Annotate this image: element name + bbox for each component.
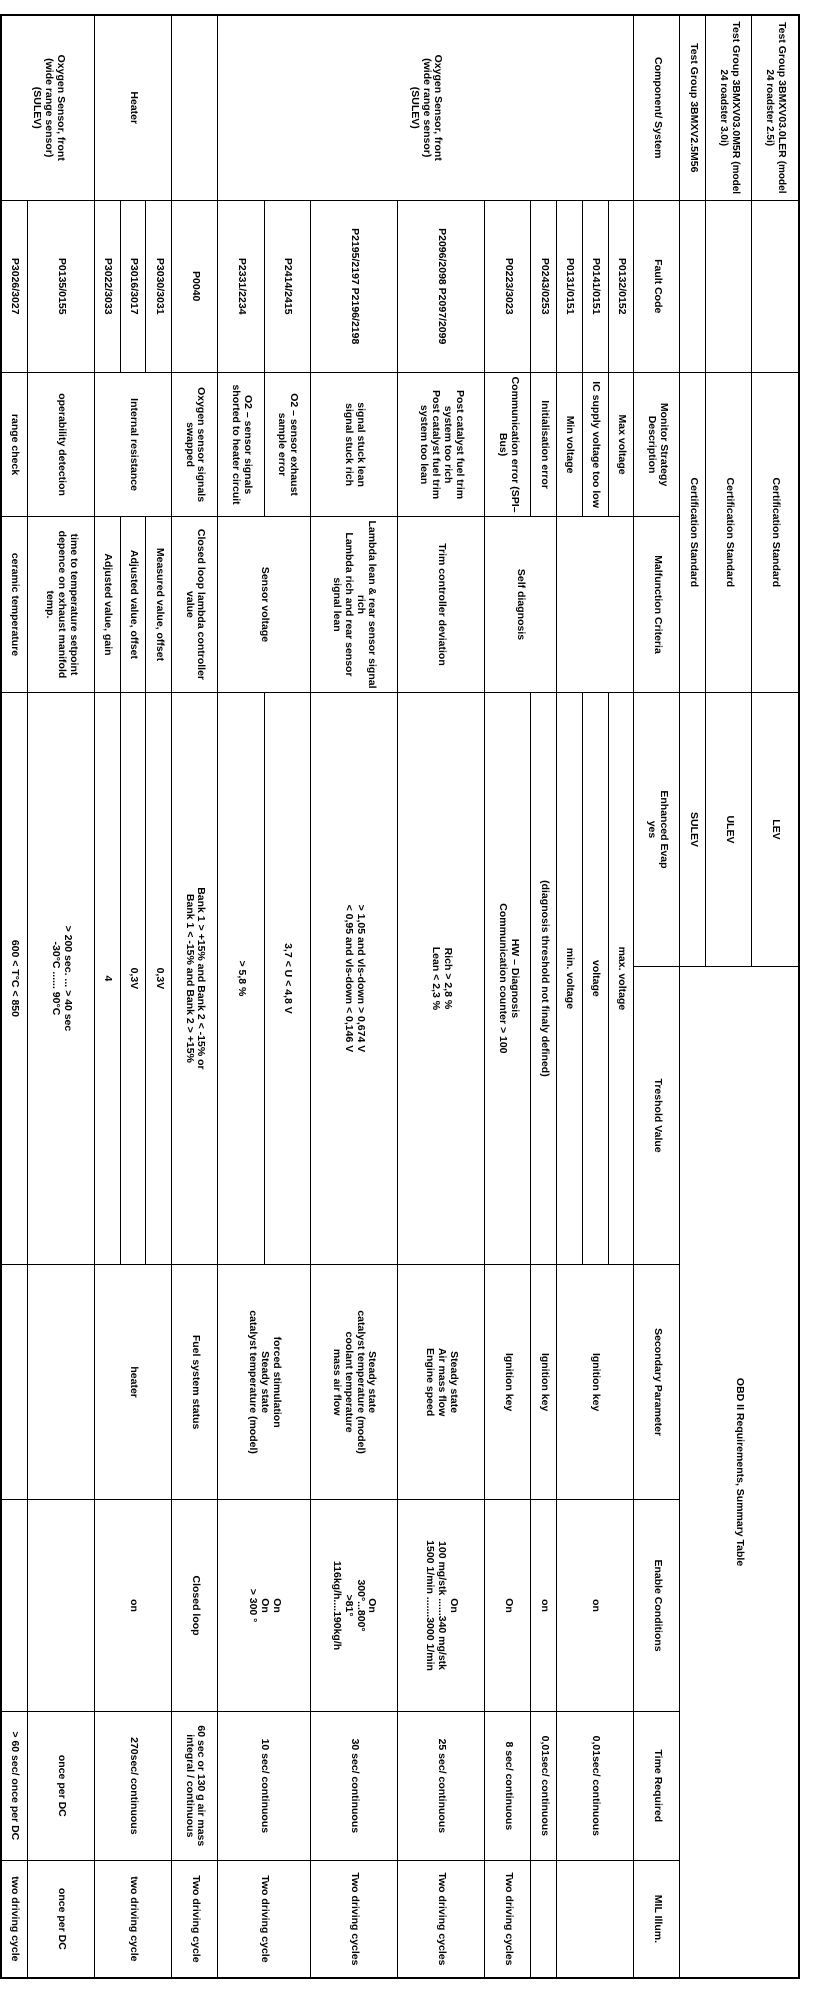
mil-illum: once per DC [28, 1860, 95, 1978]
time-required: 25 sec/ continuous [397, 1711, 484, 1860]
test-group-1-model: (model 24 roadster 2.5i) [764, 69, 787, 194]
secondary-parameter [397, 1265, 484, 1500]
enable-conditions [397, 1500, 484, 1712]
mil-illum [531, 1860, 557, 1978]
threshold-line: > 200 sec. ... > 40 sec [61, 925, 74, 1032]
malfunction-criteria: Closed loop lambda controller value [172, 517, 218, 693]
monitor-line: signal stuck rich [342, 403, 355, 486]
fault-code: P3026/3027 [1, 200, 28, 372]
fault-code: P2096/2098 P2097/2099 [397, 200, 484, 372]
mil-illum: Two driving cycle [218, 1860, 310, 1978]
malfunction-line: Lambda rich and rear sensor signal lean [331, 532, 355, 677]
table-row [397, 15, 484, 1978]
malfunction-criteria: Sensor voltage [218, 517, 310, 693]
test-group-3-code: 3BMXV2.5M56 [687, 101, 700, 173]
malfunction-criteria: Measured value, offset [146, 517, 172, 693]
fault-code: P0243/0253 [531, 200, 557, 372]
monitor-strategy: Max voltage [608, 372, 634, 516]
col-header-fault-code: Fault Code [634, 200, 680, 372]
enable-conditions: Closed loop [172, 1500, 218, 1712]
threshold-line: Rich > 2,8 % [441, 947, 454, 1010]
obd-requirements-table [0, 14, 800, 1979]
table-row [146, 15, 172, 1978]
obd-summary-sheet [0, 14, 800, 1979]
enhanced-evap-value: yes [645, 820, 658, 839]
table-row [172, 15, 218, 1978]
header-blank-3 [680, 200, 706, 372]
threshold-line: -30°C ...... 90°C [50, 941, 63, 1016]
col-header-enable-conditions: Enable Conditions [634, 1500, 680, 1712]
component-oxygen-sensor-front-2 [1, 15, 94, 200]
component-blank [172, 15, 218, 200]
time-required: 10 sec/ continuous [218, 1711, 310, 1860]
fault-code: P3022/3033 [94, 200, 120, 372]
monitor-line: Post catalyst fuel trim system too lean [418, 390, 443, 500]
document-title: OBD II Requirements, Summary Table [680, 967, 799, 1978]
threshold-value: 600 < T°C < 850 [1, 692, 28, 1264]
enable-line: On [447, 1598, 460, 1613]
fault-code: P2195/2197 P2196/2198 [310, 200, 397, 372]
table-row [531, 15, 557, 1978]
monitor-line: signal stuck lean [354, 402, 367, 487]
threshold-value: min. voltage [557, 692, 583, 1264]
threshold-value [310, 692, 397, 1264]
monitor-strategy: Communication error (SPI–Bus) [485, 372, 531, 516]
enhanced-evap-block [634, 692, 680, 966]
malfunction-criteria: Adjusted value, offset [120, 517, 146, 693]
secondary-line: Steady state [447, 1351, 460, 1414]
monitor-strategy: Internal resistance [94, 372, 171, 516]
monitor-strategy: Oxygen sensor signals swapped [172, 372, 218, 516]
enable-line: 300°...800° [354, 1579, 367, 1632]
monitor-strategy [310, 372, 397, 516]
component-heater [94, 15, 171, 200]
col-header-component-system: Component/ System [634, 15, 680, 200]
table-row [264, 15, 310, 1978]
time-required: 270sec/ continuous [94, 1711, 171, 1860]
enable-conditions: On [485, 1500, 531, 1712]
enable-line: On [366, 1598, 379, 1613]
header-row-testgroup-1 [752, 15, 799, 1978]
mil-illum: two driving cycle [1, 1860, 28, 1978]
header-blank-1 [752, 200, 799, 372]
mil-illum [557, 1860, 634, 1978]
secondary-parameter [218, 1265, 310, 1500]
threshold-value: 4 [94, 692, 120, 1264]
time-required: 0,01sec/ continuous [557, 1711, 634, 1860]
time-required: 30 sec/ continuous [310, 1711, 397, 1860]
cert-standard-2-value: ULEV [706, 692, 752, 966]
secondary-parameter: Ignition key [485, 1265, 531, 1500]
threshold-line: Communication counter > 100 [496, 903, 509, 1054]
threshold-value: 0,3V [146, 692, 172, 1264]
monitor-line: Post catalyst fuel trim system too rich [441, 390, 466, 500]
col-header-threshold-value: Treshold Value [634, 967, 680, 1265]
component-sub-1b: (SULEV) [408, 86, 421, 129]
malfunction-criteria: ceramic temperature [1, 517, 28, 693]
enable-conditions: on [531, 1500, 557, 1712]
test-group-3-cell [680, 15, 706, 200]
time-required: 60 sec or 130 g air mass integral / continuous [172, 1711, 218, 1860]
monitor-strategy: range check [1, 372, 28, 516]
time-required: 8 sec/ continuous [485, 1711, 531, 1860]
secondary-parameter: Fuel system status [172, 1265, 218, 1500]
enable-conditions [218, 1500, 310, 1712]
fault-code: P0135/0155 [28, 200, 95, 372]
threshold-line: Bank 1 > +15% and Bank 2 < -15% or [195, 887, 208, 1070]
monitor-strategy: Min voltage [557, 372, 583, 516]
test-group-1-cell [752, 15, 799, 200]
column-header-row [634, 15, 680, 1978]
secondary-line: catalyst temperature (model) [354, 1310, 367, 1454]
test-group-1-code: 3BMXV03.0LER [775, 80, 788, 158]
secondary-line: coolant temperature [342, 1331, 355, 1433]
mil-illum: two driving cycle [94, 1860, 171, 1978]
secondary-line: Engine speed [424, 1347, 437, 1417]
mil-illum: Two driving cycles [397, 1860, 484, 1978]
fault-code: P0040 [172, 200, 218, 372]
enable-conditions [310, 1500, 397, 1712]
monitor-strategy: O2 – sensor signals shorted to heater circuit [218, 372, 264, 516]
col-header-malfunction-criteria: Malfunction Criteria [634, 517, 680, 693]
malfunction-criteria [557, 517, 634, 693]
test-group-1-name: Test Group [775, 22, 788, 78]
threshold-value: > 5,8 % [218, 692, 264, 1264]
cert-standard-3-label: Certification Standard [680, 372, 706, 692]
secondary-line: mass air flow [331, 1348, 344, 1416]
table-row [28, 15, 95, 1978]
fault-code: P2414/2415 [264, 200, 310, 372]
threshold-value: max. voltage [608, 692, 634, 1264]
malfunction-line: Lambda lean & rear sensor signal rich [354, 520, 379, 689]
enable-line: 116kg/h....190kg/h [331, 1560, 344, 1651]
time-required: > 60 sec/ once per DC [1, 1711, 28, 1860]
secondary-parameter [310, 1265, 397, 1500]
component-sub-3b: (SULEV) [31, 86, 44, 129]
fault-code: P2331/2234 [218, 200, 264, 372]
malfunction-criteria: Adjusted value, gain [94, 517, 120, 693]
test-group-3-name: Test Group [687, 43, 700, 99]
secondary-line: Steady state [258, 1351, 271, 1414]
secondary-parameter: Ignition key [531, 1265, 557, 1500]
cert-standard-3-value: SULEV [680, 692, 706, 966]
col-header-monitor-strategy: Monitor Strategy Description [634, 372, 680, 516]
malfunction-criteria: Self diagnosis [485, 517, 557, 693]
cert-standard-2-label: Certification Standard [706, 372, 752, 692]
secondary-line: Air mass flow [435, 1347, 448, 1417]
threshold-value: voltage [582, 692, 608, 1264]
threshold-value: 3,7 < U < 4,8 V [264, 692, 310, 1264]
time-required: 0,01sec/ continuous [531, 1711, 557, 1860]
table-row [1, 15, 28, 1978]
cert-standard-1-value: LEV [752, 692, 799, 966]
monitor-strategy [397, 372, 484, 516]
malfunction-criteria [310, 517, 397, 693]
secondary-parameter: heater [94, 1265, 171, 1500]
enable-conditions: on [557, 1500, 634, 1712]
mil-illum: Two driving cycles [485, 1860, 531, 1978]
enable-conditions [1, 1500, 28, 1712]
fault-code: P0223/3023 [485, 200, 531, 372]
header-blank-2 [706, 200, 752, 372]
secondary-line: catalyst temperature (model) [247, 1310, 260, 1454]
test-group-2-name: Test Group [729, 21, 742, 77]
cert-standard-1-label: Certification Standard [752, 372, 799, 692]
col-header-mil-illum: MIL Illum. [634, 1860, 680, 1978]
fault-code: P3016/3017 [120, 200, 146, 372]
col-header-secondary-parameter: Secondary Parameter [634, 1265, 680, 1500]
enable-line: 100 mg/stk ......340 mg/stk [435, 1541, 448, 1671]
table-row [485, 15, 531, 1978]
table-row [608, 15, 634, 1978]
component-name-2: Heater [127, 91, 140, 125]
secondary-line: forced stimulation [270, 1336, 283, 1428]
time-required: once per DC [28, 1711, 95, 1860]
secondary-parameter [1, 1265, 28, 1500]
threshold-value [172, 692, 218, 1264]
enhanced-evap-label: Enhanced Evap [657, 790, 670, 869]
secondary-parameter: Ignition key [557, 1265, 634, 1500]
enable-line: > 300 ° [247, 1588, 260, 1623]
enable-conditions: on [94, 1500, 171, 1712]
malfunction-criteria: Trim controller deviation [397, 517, 484, 693]
secondary-line: Steady state [366, 1351, 379, 1414]
table-row [310, 15, 397, 1978]
test-group-2-model: (model 24 roadster 3.0i) [717, 69, 741, 195]
secondary-parameter [28, 1265, 95, 1500]
fault-code: P0131/0151 [557, 200, 583, 372]
component-oxygen-sensor-front [218, 15, 634, 200]
malfunction-criteria: time to temperature setpoint depence on exhaust manifold temp. [28, 517, 95, 693]
component-name-3: Oxygen Sensor, front [54, 54, 67, 161]
monitor-strategy: operability detection [28, 372, 95, 516]
mil-illum: Two driving cycles [310, 1860, 397, 1978]
fault-code: P0141/0151 [582, 200, 608, 372]
threshold-line: Lean < 2,3 % [430, 946, 443, 1011]
enable-line: On [258, 1598, 271, 1613]
threshold-line: > 1,05 and vls-down > 0,674 V [354, 904, 367, 1053]
threshold-value: (diagnosis threshold not finaly defined) [531, 692, 557, 1264]
enable-line: 1500 1/min .......3000 1/min [424, 1540, 437, 1671]
threshold-value [28, 692, 95, 1264]
enable-line: On [270, 1598, 283, 1613]
mil-illum: Two driving cycle [172, 1860, 218, 1978]
component-sub-1a: (wide range sensor) [420, 58, 433, 158]
fault-code: P3030/3031 [146, 200, 172, 372]
col-header-time-required: Time Required [634, 1711, 680, 1860]
threshold-line: Bank 1 < -15% and Bank 2 > +15% [183, 893, 196, 1063]
test-group-2-cell [706, 15, 752, 200]
component-name-1: Oxygen Sensor, front [432, 54, 445, 161]
fault-code: P0132/0152 [608, 200, 634, 372]
enable-line: >81° [342, 1594, 355, 1617]
threshold-value [485, 692, 531, 1264]
enable-conditions [28, 1500, 95, 1712]
component-sub-3a: (wide range sensor) [42, 58, 55, 158]
threshold-value: 0,3V [120, 692, 146, 1264]
monitor-strategy: O2 – sensor exhaust sample error [264, 372, 310, 516]
threshold-value [397, 692, 484, 1264]
threshold-line: < 0,95 and vls-down < 0,146 V [342, 904, 355, 1053]
monitor-strategy: IC supply voltage too low [582, 372, 608, 516]
threshold-line: HW – Diagnosis [508, 938, 521, 1019]
test-group-2-code: 3BMXV03.0M5R [729, 79, 742, 159]
monitor-strategy: Initialisation error [531, 372, 557, 516]
